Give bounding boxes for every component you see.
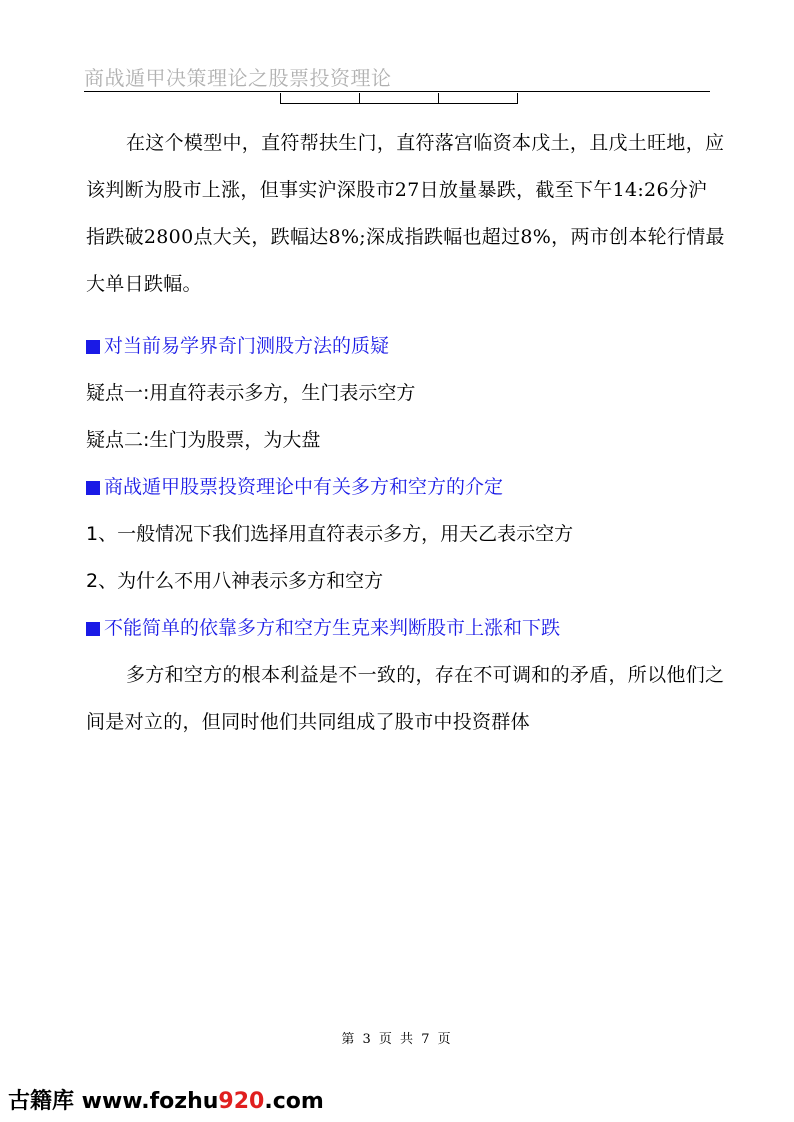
- section-heading-text: 商战遁甲股票投资理论中有关多方和空方的介定: [104, 476, 504, 498]
- blue-square-bullet-icon: [86, 622, 100, 636]
- header-tab-mark: [280, 93, 359, 104]
- doubt-item-2: 疑点二:生门为股票，为大盘: [86, 429, 321, 451]
- conflict-paragraph: 多方和空方的根本利益是不一致的，存在不可调和的矛盾，所以他们之间是对立的，但同时他们共同组成了股市中投资群体: [86, 664, 725, 733]
- definition-item-1: 1、一般情况下我们选择用直符表示多方，用天乙表示空方: [86, 523, 574, 545]
- section-heading-doubts: [86, 323, 726, 370]
- blue-square-bullet-icon: [86, 340, 100, 354]
- doubt-item-1: 疑点一:用直符表示多方，生门表示空方: [86, 382, 416, 404]
- watermark-suffix: .com: [264, 1089, 324, 1114]
- header-rule: [84, 91, 710, 92]
- watermark-accent: 920: [218, 1089, 265, 1114]
- section-heading-definition: [86, 464, 726, 511]
- header-tab-marks: [280, 93, 518, 105]
- header-tab-mark: [359, 93, 438, 104]
- section-heading-text: 不能简单的依靠多方和空方生克来判断股市上涨和下跌: [104, 617, 561, 639]
- intro-paragraph: 在这个模型中，直符帮扶生门，直符落宫临资本戊土，且戊土旺地，应该判断为股市上涨，但事实沪深股市27日放量暴跌，截至下午14:26分沪指跌破2800点大关，跌幅达8%;深成指跌幅也超过8%，两市创本轮行情最大单日跌幅。: [86, 132, 725, 295]
- section-heading-text: 对当前易学界奇门测股方法的质疑: [104, 335, 390, 357]
- page-number: 第 3 页 共 7 页: [341, 1032, 453, 1047]
- watermark-prefix: 古籍库 www.fozhu: [8, 1089, 219, 1114]
- site-watermark: [8, 1084, 324, 1115]
- header-tab-mark: [438, 93, 518, 104]
- section-heading-conflict: [86, 605, 726, 652]
- blue-square-bullet-icon: [86, 481, 100, 495]
- header-title: 商战遁甲决策理论之股票投资理论: [84, 66, 392, 90]
- page-content: [86, 120, 726, 746]
- definition-item-2: 2、为什么不用八神表示多方和空方: [86, 570, 384, 592]
